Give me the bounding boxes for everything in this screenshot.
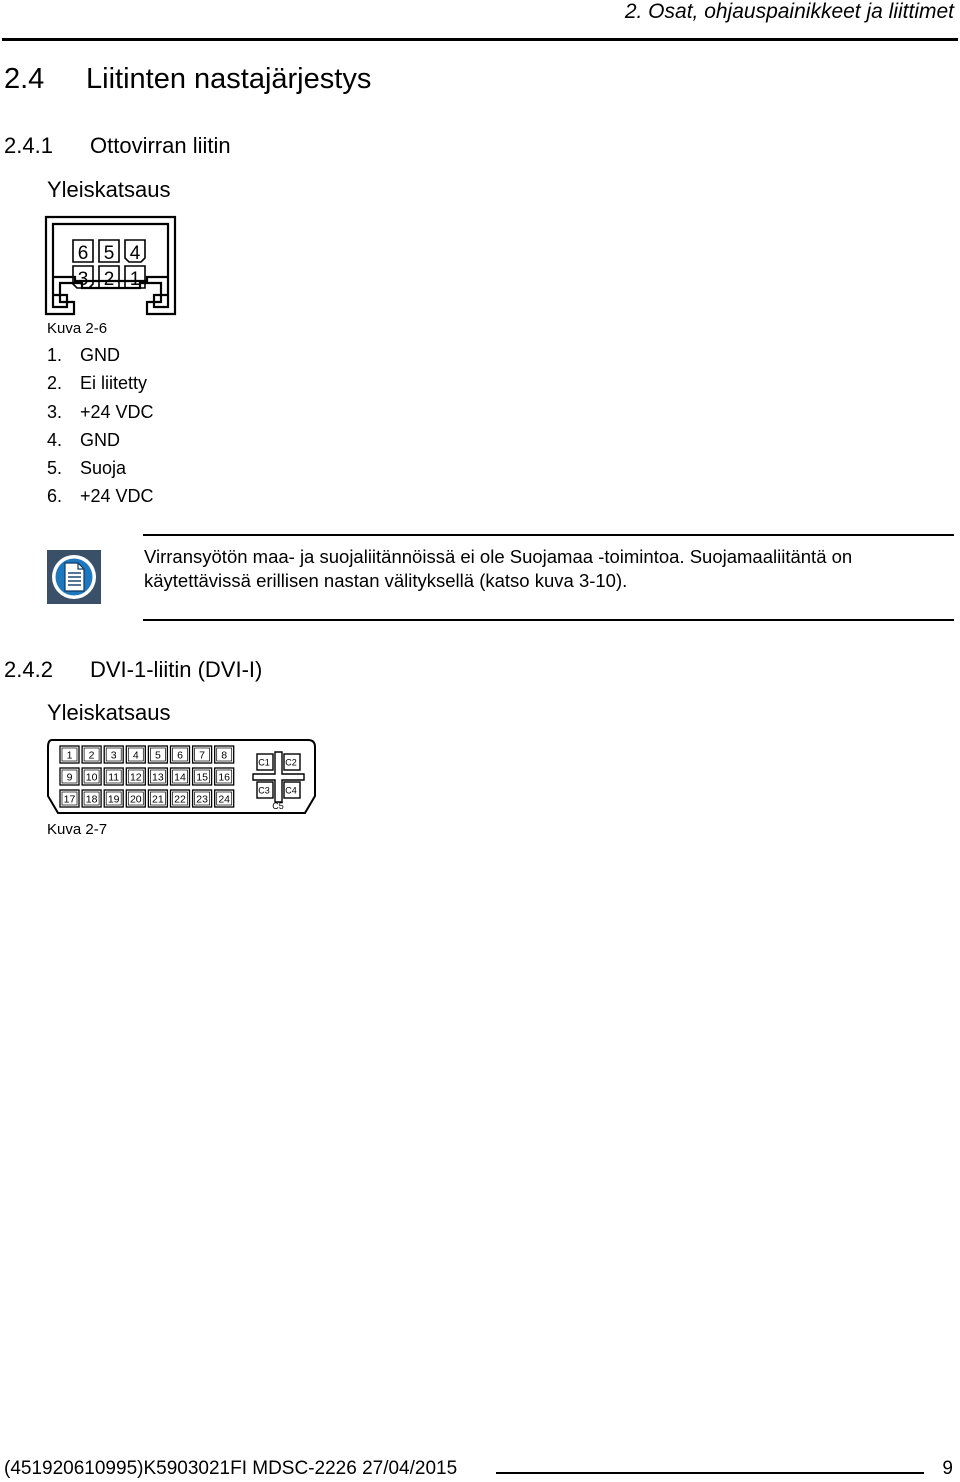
dvi-pin-3: 3 [110,749,117,762]
list-number: 3. [47,401,63,422]
dvi-pin-21: 21 [152,793,164,806]
list-item [47,456,154,484]
footer-rule [496,1472,924,1474]
list-number: 5. [47,458,63,479]
pin-list [47,343,154,513]
dvi-pin-17: 17 [63,793,76,806]
dvi-pin-c1: C1 [258,757,270,768]
list-text: Suoja [80,458,127,479]
list-text: +24 VDC [80,486,154,507]
dvi-pin-1: 1 [66,749,73,762]
list-text: GND [80,345,120,365]
power-pin-6: 6 [77,243,89,264]
subsection-title-power [4,133,231,159]
list-item [47,400,154,428]
subsection-number: 2.4.2 [4,657,53,682]
section-title [4,63,371,96]
dvi-pin-24: 24 [218,793,231,806]
overview-heading-power: Yleiskatsaus [47,177,171,202]
chapter-header: 2. Osat, ohjauspainikkeet ja liittimet [624,0,954,23]
power-pin-4: 4 [129,243,141,264]
subsection-title-text: Ottovirran liitin [90,133,231,158]
section-number: 2.4 [4,63,45,95]
section-title-text: Liitinten nastajärjestys [86,63,372,95]
list-number: 2. [47,373,63,394]
note-top-rule [143,534,954,536]
dvi-pin-23: 23 [196,793,208,806]
subsection-title-text: DVI-1-liitin (DVI-I) [90,657,263,682]
list-item [47,371,154,399]
dvi-pin-4: 4 [132,749,139,762]
dvi-pin-9: 9 [66,771,73,784]
power-connector-figure [44,215,177,317]
list-number: 6. [47,486,63,507]
subsection-title-dvi [4,657,262,683]
dvi-pin-19: 19 [107,793,120,806]
dvi-pin-15: 15 [196,771,208,784]
dvi-pin-c5: C5 [272,801,284,811]
list-number: 4. [47,429,63,450]
page-number: 9 [942,1458,953,1479]
dvi-pin-5: 5 [154,749,161,762]
header-rule [2,38,958,41]
power-pin-5: 5 [103,243,115,264]
dvi-pin-18: 18 [85,793,98,806]
note-bottom-rule [143,619,954,621]
footer-doc-id: (451920610995)K5903021FI MDSC-2226 27/04/2015 [4,1458,458,1479]
dvi-pin-7: 7 [199,749,206,762]
dvi-pin-8: 8 [221,749,228,762]
list-item [47,343,154,371]
subsection-number: 2.4.1 [4,133,53,158]
list-item [47,428,154,456]
dvi-pin-2: 2 [88,749,95,762]
power-pin-2: 2 [103,269,115,290]
dvi-pin-11: 11 [108,771,120,784]
list-item [47,484,154,512]
dvi-pin-c3: C3 [258,785,270,796]
document-note-icon [47,550,101,604]
dvi-connector-figure [44,738,319,818]
dvi-pin-c2: C2 [285,757,297,768]
dvi-pin-c4: C4 [285,785,297,796]
figure-caption-2-6: Kuva 2-6 [47,320,108,337]
power-pin-1: 1 [129,269,141,290]
overview-heading-dvi: Yleiskatsaus [47,700,171,725]
dvi-pin-6: 6 [177,749,183,762]
list-text: +24 VDC [80,401,154,422]
dvi-pin-20: 20 [129,793,142,806]
figure-caption-2-7: Kuva 2-7 [47,821,108,838]
dvi-pin-16: 16 [218,771,231,784]
dvi-pin-22: 22 [174,793,186,806]
list-text: GND [80,429,120,450]
list-number: 1. [47,345,63,365]
dvi-pin-12: 12 [129,771,142,784]
dvi-pin-13: 13 [152,771,164,784]
note-text: Virransyötön maa- ja suojaliitännöissä ei ole Suojamaa -toimintoa. Suojamaaliitäntä on käytettävissä erillisen nastan välityksellä (katso kuva 3-10). [144,546,853,591]
power-pin-3: 3 [77,269,89,290]
list-text: Ei liitetty [80,373,148,394]
dvi-pin-10: 10 [85,771,98,784]
dvi-pin-14: 14 [174,771,186,784]
